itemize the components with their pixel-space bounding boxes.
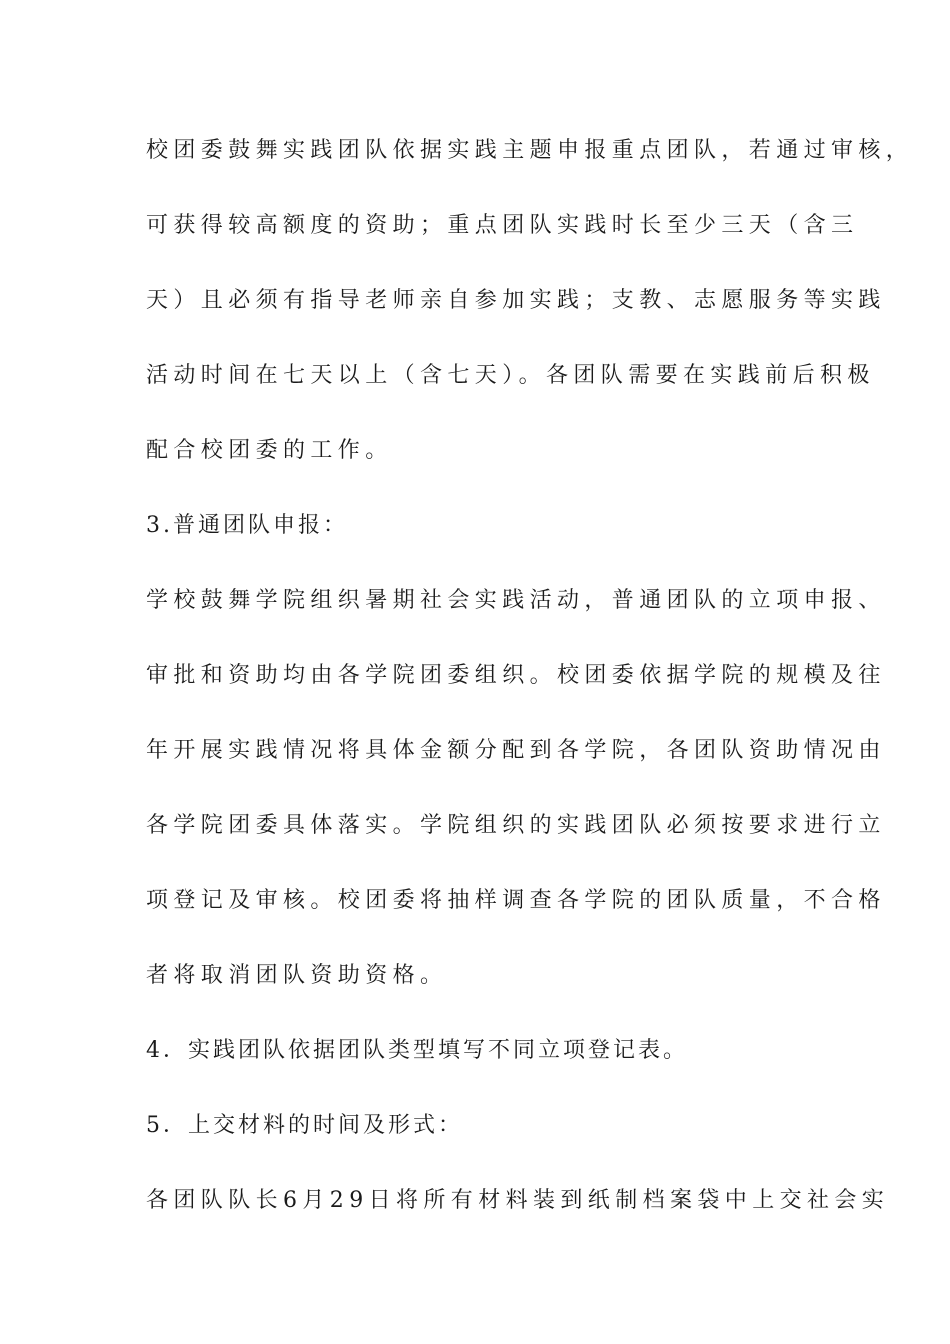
paragraph-line: 项登记及审核。校团委将抽样调查各学院的团队质量，不合格 [146,888,886,913]
paragraph-line: 各学院团委具体落实。学院组织的实践团队必须按要求进行立 [146,813,886,838]
paragraph-line: 天）且必须有指导老师亲自参加实践；支教、志愿服务等实践 [146,288,886,313]
paragraph-line: 各团队队长6月29日将所有材料装到纸制档案袋中上交社会实 [146,1188,890,1213]
section-heading: 5．上交材料的时间及形式： [146,1113,463,1138]
section-heading: 3.普通团队申报： [146,513,348,538]
paragraph-line: 学校鼓舞学院组织暑期社会实践活动，普通团队的立项申报、 [146,588,886,613]
paragraph-line: 者将取消团队资助资格。 [146,963,448,988]
paragraph-line: 配合校团委的工作。 [146,438,393,463]
paragraph-line: 活动时间在七天以上（含七天）。各团队需要在实践前后积极 [146,363,875,388]
paragraph-line: 可获得较高额度的资助；重点团队实践时长至少三天（含三 [146,213,859,238]
paragraph-line: 校团委鼓舞实践团队依据实践主题申报重点团队，若通过审核， [146,138,914,163]
paragraph-line: 审批和资助均由各学院团委组织。校团委依据学院的规模及往 [146,663,886,688]
section-heading: 4．实践团队依据团队类型填写不同立项登记表。 [146,1038,688,1063]
paragraph-line: 年开展实践情况将具体金额分配到各学院，各团队资助情况由 [146,738,886,763]
